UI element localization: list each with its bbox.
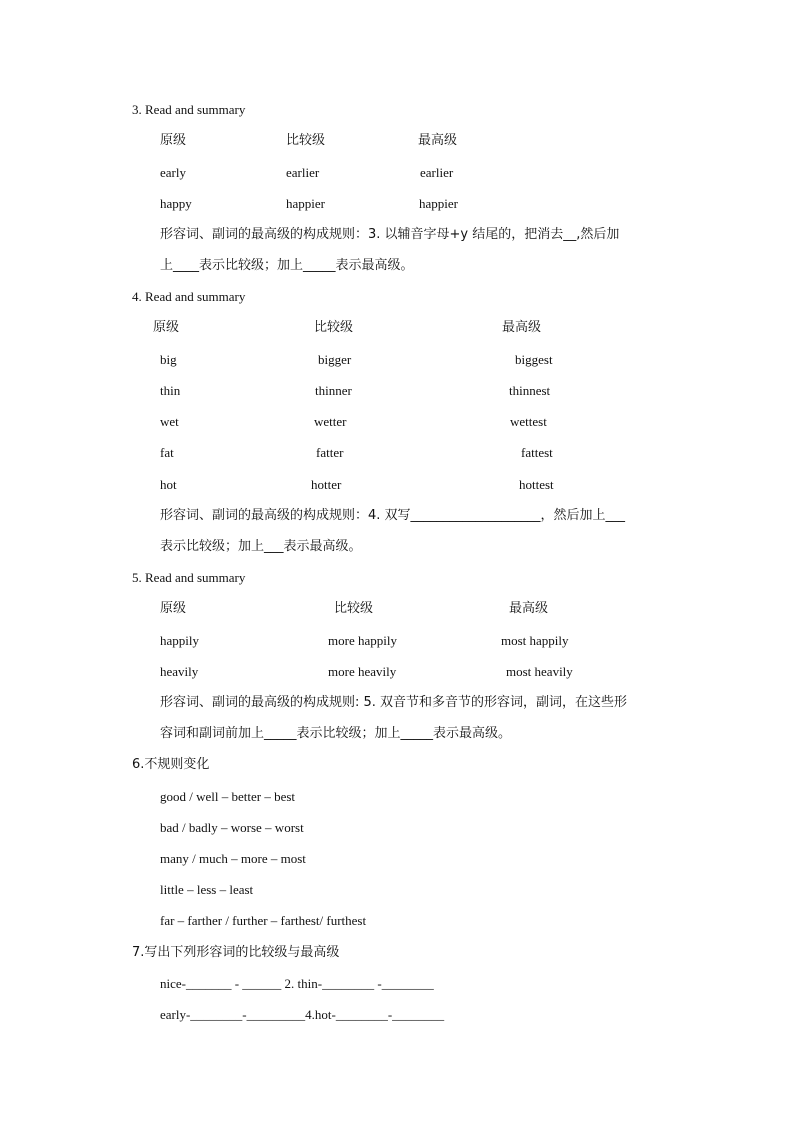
s4-row5-comparative: hotter [311,477,342,492]
s3-col-comparative: 比较级 [286,133,326,148]
s5-col-comparative: 比较级 [334,601,374,616]
s5-row1-comparative: more happily [328,633,397,648]
s4-row3-comparative: wetter [314,414,347,429]
s3-col-base: 原级 [160,133,187,148]
s7-exercise-line: nice-_______ - ______ 2. thin-________ -________ [160,976,434,991]
s6-item: little – less – least [160,882,254,897]
s5-rule-line2: 容词和副词前加上_____表示比较级；加上_____表示最高级。 [160,726,512,741]
s4-row1-superlative: biggest [515,352,553,367]
s7-exercise-line: early-________-_________4.hot-________-________ [160,1007,445,1022]
s3-rule-line1: 形容词、副词的最高级的构成规则：3. 以辅音字母+y 结尾的，把消去__,然后加 [160,227,620,242]
s4-row4-superlative: fattest [521,445,553,460]
s3-rule-line2: 上____表示比较级；加上_____表示最高级。 [160,258,414,273]
s4-heading: 4. Read and summary [132,289,246,304]
s5-row2-superlative: most heavily [506,664,573,679]
s3-row1-superlative: earlier [420,165,454,180]
s4-rule-line2: 表示比较级；加上___表示最高级。 [160,539,362,554]
s5-row1-superlative: most happily [501,633,569,648]
s3-heading: 3. Read and summary [132,102,246,117]
s4-row5-base: hot [160,477,177,492]
s4-row1-base: big [160,352,177,367]
s6-heading: 6.不规则变化 [132,757,210,772]
s4-row4-comparative: fatter [316,445,344,460]
s5-heading: 5. Read and summary [132,570,246,585]
s4-col-comparative: 比较级 [314,320,354,335]
s4-row3-base: wet [160,414,179,429]
s4-row2-superlative: thinnest [509,383,551,398]
s5-row2-base: heavily [160,664,199,679]
s4-row1-comparative: bigger [318,352,352,367]
s3-col-superlative: 最高级 [418,133,458,148]
s5-rule-line1: 形容词、副词的最高级的构成规则: 5. 双音节和多音节的形容词，副词，在这些形 [160,695,628,710]
s4-row4-base: fat [160,445,174,460]
s5-col-base: 原级 [160,601,187,616]
s3-row2-comparative: happier [286,196,325,211]
s7-heading: 7.写出下列形容词的比较级与最高级 [132,945,340,960]
s4-col-superlative: 最高级 [502,320,542,335]
s3-row1-base: early [160,165,186,180]
s4-rule-line1: 形容词、副词的最高级的构成规则：4. 双写____________________，然后加上___ [160,508,626,523]
s5-row2-comparative: more heavily [328,664,397,679]
s6-item: bad / badly – worse – worst [160,820,304,835]
s5-col-superlative: 最高级 [509,601,549,616]
s4-row3-superlative: wettest [510,414,547,429]
s4-row2-base: thin [160,383,181,398]
s6-item: far – farther / further – farthest/ furthest [160,913,367,928]
s3-row2-superlative: happier [419,196,458,211]
s5-row1-base: happily [160,633,199,648]
s4-row5-superlative: hottest [519,477,554,492]
s4-row2-comparative: thinner [315,383,352,398]
s6-item: many / much – more – most [160,851,306,866]
s4-col-base: 原级 [153,320,180,335]
s3-row1-comparative: earlier [286,165,320,180]
s6-item: good / well – better – best [160,789,296,804]
s3-row2-base: happy [160,196,192,211]
